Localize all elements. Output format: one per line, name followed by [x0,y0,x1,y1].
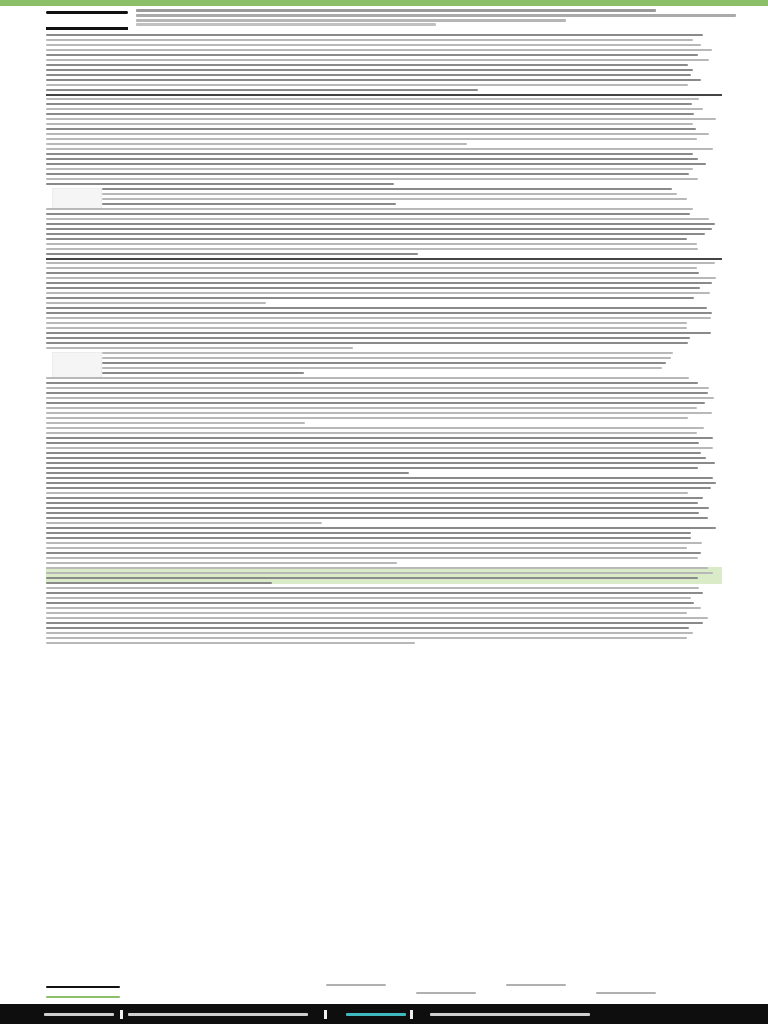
text-line [102,203,396,205]
bottom-bar-item[interactable] [430,1013,590,1016]
article-paragraph [46,307,722,349]
text-line [46,253,418,255]
text-line [46,123,693,125]
text-line [46,482,716,484]
article-paragraph [46,567,722,584]
article-paragraph [46,208,722,255]
text-line [46,497,703,499]
text-line [46,632,693,634]
text-line [46,238,687,240]
text-line [46,59,709,61]
text-line [46,412,712,414]
text-line [102,367,662,369]
text-line [46,233,705,235]
article-paragraph [46,34,722,91]
text-line [102,357,671,359]
text-line [46,542,702,544]
text-line [46,387,709,389]
header-text-line [136,14,736,17]
text-line [46,552,701,554]
text-line [46,617,708,619]
article-paragraph [46,377,722,424]
text-line [46,54,698,56]
inline-figure [52,188,102,210]
page-header [46,9,722,27]
text-line [46,377,689,379]
text-line [46,34,703,36]
text-line [46,562,397,564]
text-line [46,108,703,110]
text-line [46,332,711,334]
site-logo[interactable] [46,11,128,14]
text-line [46,397,714,399]
text-line [46,272,699,274]
text-line [46,452,701,454]
footer-link[interactable] [506,984,566,986]
text-line [46,317,711,319]
text-line [46,163,706,165]
text-line [46,243,697,245]
text-line [46,547,687,549]
text-line [46,502,698,504]
text-line [46,582,272,584]
article-paragraph [46,352,722,374]
text-line [46,103,692,105]
article-paragraph [46,94,722,145]
footer-link[interactable] [326,984,386,986]
text-line [46,39,693,41]
text-line [46,292,710,294]
text-line [46,612,687,614]
text-line [46,307,707,309]
text-line [46,407,697,409]
text-line [46,84,688,86]
bottom-bar-item[interactable] [44,1013,114,1016]
footer-link[interactable] [596,992,656,994]
footer-links [46,978,722,1002]
text-line [46,447,713,449]
text-line [46,527,716,529]
text-line [46,442,699,444]
article-paragraph [46,188,722,205]
bottom-toolbar [0,1004,768,1024]
text-line [46,89,478,91]
text-line [46,457,706,459]
article-paragraph [46,477,722,524]
text-line [102,372,304,374]
text-line [46,602,694,604]
text-line [46,337,690,339]
text-line [46,392,708,394]
text-line [46,302,266,304]
text-line [46,512,699,514]
text-line [46,472,409,474]
text-line [46,522,322,524]
text-line [46,74,691,76]
text-line [46,208,693,210]
text-line [46,462,715,464]
text-line [46,347,353,349]
inline-figure [52,352,102,379]
text-line [46,557,698,559]
text-line [46,173,689,175]
header-text-line [136,19,566,22]
text-line [46,138,697,140]
bottom-bar-divider [324,1010,327,1019]
text-line [46,487,711,489]
text-line [46,168,693,170]
text-line [46,622,703,624]
text-line [46,402,705,404]
text-line [46,183,394,185]
bottom-bar-divider [410,1010,413,1019]
article-paragraph [46,148,722,185]
footer-link[interactable] [46,986,120,988]
text-line [46,148,713,150]
text-line [46,287,700,289]
text-line [46,507,709,509]
text-line [46,467,698,469]
header-text-line [136,23,436,26]
text-line [46,492,688,494]
text-line [46,592,703,594]
article-body [46,34,722,974]
text-line [46,607,701,609]
text-line [46,627,689,629]
text-line [46,382,698,384]
text-line [102,352,673,354]
text-line [46,158,698,160]
title-underline [46,27,128,30]
bottom-bar-item[interactable] [128,1013,308,1016]
text-line [102,188,672,190]
text-line [46,417,688,419]
text-line [102,193,677,195]
text-line [46,427,704,429]
article-paragraph [46,527,722,564]
text-line [46,143,467,145]
text-line [46,118,716,120]
text-line [46,98,699,100]
text-line [46,532,691,534]
text-line [46,422,305,424]
bottom-bar-item[interactable] [346,1013,406,1016]
text-line [46,297,694,299]
text-line [46,517,708,519]
text-line [46,69,693,71]
text-line [46,178,698,180]
text-line [46,322,687,324]
text-line [46,282,712,284]
text-line [46,49,712,51]
text-line [46,113,694,115]
text-line [46,223,715,225]
text-line [102,362,666,364]
text-line [46,44,701,46]
header-text-line [136,9,656,12]
text-line [46,537,691,539]
text-line [46,342,688,344]
text-line [46,572,713,574]
text-line [46,432,697,434]
text-line [46,587,699,589]
text-line [46,437,713,439]
article-paragraph [46,587,722,644]
top-accent-bar [0,0,768,6]
footer-link[interactable] [416,992,476,994]
text-line [46,267,697,269]
text-line [46,637,687,639]
text-line [46,64,688,66]
text-line [46,128,696,130]
article-paragraph [46,427,722,474]
text-line [46,642,415,644]
text-line [46,133,709,135]
text-line [46,597,691,599]
text-line [46,213,690,215]
text-line [46,312,712,314]
text-line [46,477,713,479]
text-line [46,228,712,230]
text-line [46,248,698,250]
text-line [46,567,708,569]
text-line [46,577,698,579]
bottom-bar-divider [120,1010,123,1019]
text-line [46,277,716,279]
text-line [46,262,715,264]
footer-link[interactable] [46,996,120,998]
article-paragraph [46,258,722,304]
text-line [46,153,693,155]
text-line [46,79,701,81]
text-line [46,327,687,329]
text-line [46,218,709,220]
text-line [102,198,687,200]
